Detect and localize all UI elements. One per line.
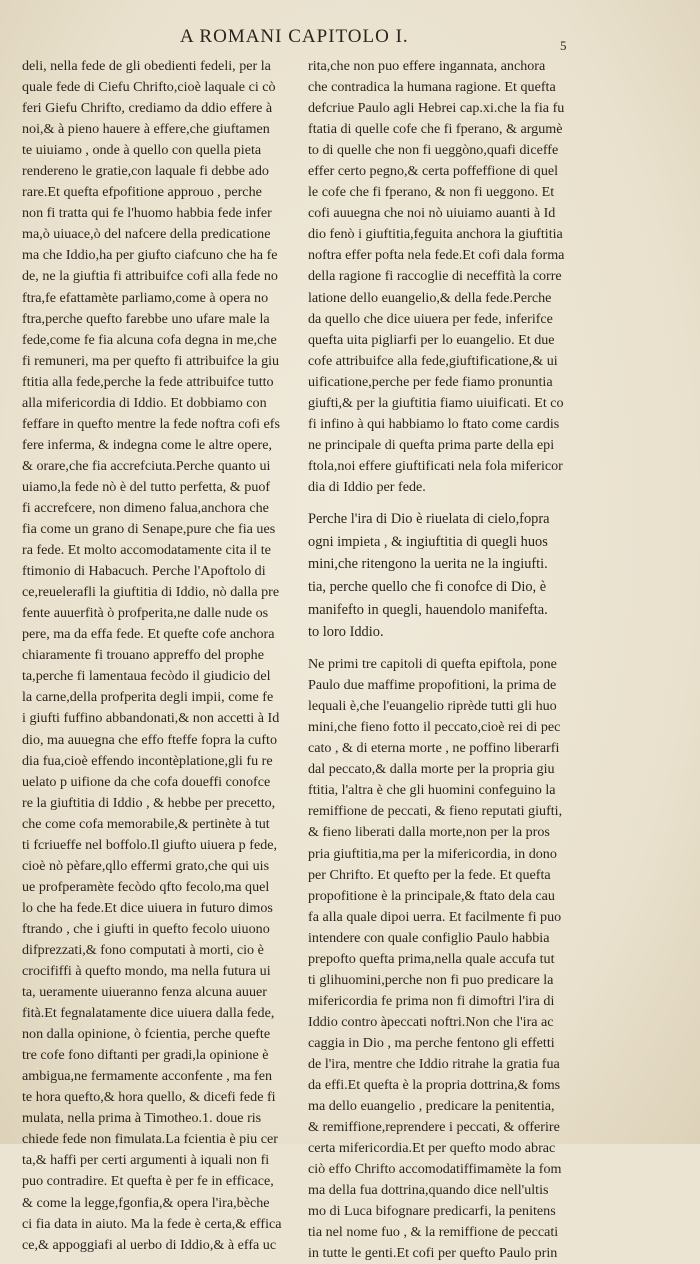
text-line: non fi tratta qui fe l'huomo habbia fede infer bbox=[22, 205, 272, 222]
text-line: ftitia alla fede,perche la fede attribuifce tutto bbox=[22, 373, 274, 390]
text-line: ra fede. Et molto accomodatamente cita il te bbox=[22, 542, 271, 559]
text-line: pria giuftitia,ma per la mifericordia, in dono bbox=[308, 845, 557, 862]
text-line: la carne,della profperita degli impii, come fe bbox=[22, 689, 274, 706]
text-line: dal peccato,& dalla morte per la propria giu bbox=[308, 761, 555, 778]
text-line: ue profperamète fecòdo qfto fecolo,ma quel bbox=[22, 878, 270, 895]
text-line: fi remuneri, ma per quefto fi attribuifce la giu bbox=[22, 352, 280, 369]
text-line: re la giuftitia di Iddio , & hebbe per precetto, bbox=[22, 794, 276, 811]
text-line: defcriue Paulo agli Hebrei cap.xi.che la fia fu bbox=[308, 100, 565, 117]
text-line: ciò effo Chrifto accomodatiffimamète la fom bbox=[308, 1161, 562, 1178]
text-line: fede,come fe fia alcuna cofa degna in me,che bbox=[22, 331, 277, 348]
text-line: deli, nella fede de gli obedienti fedeli, per la bbox=[22, 58, 271, 74]
text-line: fi infino à qui habbiamo lo ftato come cardis bbox=[308, 415, 560, 432]
text-line: remiffione de peccati, & fieno reputati giufti, bbox=[308, 803, 563, 820]
text-line: ti glihuomini,perche non fi puo predicare la bbox=[308, 971, 554, 988]
text-line: tia nel nome fuo , & la remiffione de peccati bbox=[308, 1224, 559, 1241]
page-number: 5 bbox=[560, 38, 567, 53]
text-line: Iddio contro àpeccati noftri.Non che l'ira ac bbox=[308, 1013, 554, 1030]
text-line: noftra effer pofta nela fede.Et cofi dala forma bbox=[308, 247, 565, 264]
text-line: dia fua,cioè effendo incontèplatione,gli fu re bbox=[22, 752, 273, 769]
scripture-line: ogni impieta , & ingiuftitia di quegli huos bbox=[308, 533, 548, 550]
text-line: le cofe che fi fperano, & non fi ueggono. Et bbox=[308, 184, 555, 201]
text-line: ce,reuelerafli la giuftitia di Iddio, nò dalla pre bbox=[22, 584, 280, 601]
text-line: certa mifericordia.Et per quefto modo abrac bbox=[308, 1140, 556, 1157]
text-line: i giufti fuffino abbandonati,& non accetti à Id bbox=[22, 710, 280, 727]
text-line: fente auuerfità ò profperita,ne dalle nude os bbox=[22, 605, 269, 622]
text-line: da effi.Et quefta è la propria dottrina,& foms bbox=[308, 1077, 561, 1094]
right-column bbox=[308, 56, 594, 1264]
text-line: che contradica la humana ragione. Et quefta bbox=[308, 79, 556, 96]
text-line: te hora quefto,& hora quello, & dicefi fede fi bbox=[22, 1089, 276, 1106]
text-line: latione dello euangelio,& della fede.Perche bbox=[308, 289, 552, 306]
text-line: giufti,& per la giuftitia fiamo uiuificati. Et co bbox=[308, 394, 564, 411]
text-line: noi,& à pieno hauere à effere,che giuftamen bbox=[22, 121, 270, 138]
text-line: caggia in Dio , ma perche fentono gli effetti bbox=[308, 1034, 555, 1051]
scripture-line: manifefto in quegli, hauendolo manifefta. bbox=[308, 601, 548, 618]
scripture-line: Perche l'ira di Dio è riuelata di cielo,fopra bbox=[308, 510, 550, 527]
text-line: crocififfi à quefto mondo, ma nella futura ui bbox=[22, 963, 271, 980]
text-line: ci fia data in aiuto. Ma la fede è certa,& effica bbox=[22, 1215, 282, 1232]
text-line: rare.Et quefta efpofitione approuo , perche bbox=[22, 184, 262, 201]
text-line: quale fede di Ciefu Chrifto,cioè laquale ci cò bbox=[22, 79, 276, 96]
text-line: prepofto quefta prima,nella quale accufa tut bbox=[308, 950, 555, 967]
text-line: ftra,fe efattamète parliamo,come à opera no bbox=[22, 289, 269, 306]
text-line: mulata, nella prima à Timotheo.1. doue ris bbox=[22, 1110, 262, 1127]
text-line: feri Giefu Chrifto, crediamo da ddio effere à bbox=[22, 100, 273, 117]
text-line: non dalla opinione, ò fcientia, perche quefte bbox=[22, 1026, 271, 1043]
text-line: propofitione è la principale,& ftato dela cau bbox=[308, 887, 555, 904]
commentary-block-bottom bbox=[308, 654, 594, 1264]
text-line: difprezzati,& fono computati à morti, cio è bbox=[22, 941, 264, 958]
text-line: ti fcriueffe nel boffolo.Il giufto uiuera p fede, bbox=[22, 836, 278, 853]
text-line: ftimonio di Habacuch. Perche l'Apoftolo di bbox=[22, 563, 266, 580]
running-title: A ROMANI CAPITOLO I. bbox=[180, 26, 409, 47]
text-line: ne principale di quefta prima parte della epi bbox=[308, 436, 555, 453]
text-line: tre cofe fono diftanti per gradi,la opinione è bbox=[22, 1047, 269, 1064]
text-line: dio fenò i giuftitia,feguita anchora la giuftitia bbox=[308, 226, 563, 243]
text-line: cofe attribuifce alla fede,giuftificatione,& ui bbox=[308, 352, 558, 369]
left-column bbox=[22, 56, 297, 1256]
text-line: chiede fede non fimulata.La fcientia è piu cer bbox=[22, 1131, 278, 1148]
text-line: & come la legge,fgonfia,& opera l'ira,bèche bbox=[22, 1194, 270, 1211]
text-line: rita,che non puo effere ingannata, anchora bbox=[308, 58, 546, 74]
text-line: ce,& appoggiafi al uerbo di Iddio,& à effa uc bbox=[22, 1236, 277, 1253]
text-line: mifericordia fe prima non fi dimoftri l'ira di bbox=[308, 992, 555, 1009]
scripture-line: mini,che ritengono la uerita ne la ingiufti. bbox=[308, 556, 548, 573]
text-line: dia di Iddio per fede. bbox=[308, 478, 426, 495]
text-line: rendereno le gratie,con laquale fi debbe ado bbox=[22, 163, 269, 180]
text-line: lequali è,che l'euangelio riprède tutti gli huo bbox=[308, 698, 557, 715]
text-line: chiaramente fi trouano appreffo del prophe bbox=[22, 647, 264, 664]
scripture-line: to loro Iddio. bbox=[308, 624, 384, 641]
text-line: intendere con quale configlio Paulo habbia bbox=[308, 929, 550, 946]
text-line: ta,perche fi lamentaua fecòdo il giudicio del bbox=[22, 668, 271, 685]
text-line: ftra,perche quefto farebbe uno ufare male la bbox=[22, 310, 270, 327]
text-line: da quello che dice uiuera per fede, inferifce bbox=[308, 310, 553, 327]
text-line: & orare,che fia accrefciuta.Perche quanto ui bbox=[22, 457, 271, 474]
text-line: to di quelle che non fi ueggòno,quafi diceffe bbox=[308, 142, 559, 159]
text-line: quefta uita pigliarfi per lo euangelio. Et due bbox=[308, 331, 555, 348]
text-line: lo che ha fede.Et dice uiuera in futuro dimos bbox=[22, 899, 273, 916]
text-line: puo contradire. Et quefta è per fe in efficace, bbox=[22, 1173, 274, 1190]
text-line: uiamo,la fede nò è del tutto perfetta, & puof bbox=[22, 478, 271, 495]
scripture-passage bbox=[308, 508, 594, 644]
text-line: fia come un grano di Senape,pure che fia ues bbox=[22, 521, 276, 538]
text-line: cofi auuegna che noi nò uiuiamo auanti à Id bbox=[308, 205, 556, 222]
text-line: & fieno liberati dalla morte,non per la pros bbox=[308, 824, 550, 841]
text-line: pere, ma da effa fede. Et quefte cofe anchora bbox=[22, 626, 275, 643]
text-line: ta,& haffi per certi argumenti à iquali non fi bbox=[22, 1152, 270, 1169]
text-line: ma dello euangelio , predicare la penitentia, bbox=[308, 1098, 555, 1115]
text-line: de l'ira, mentre che Iddio ritrahe la gratia fua bbox=[308, 1056, 560, 1072]
text-line: dio, ma auuegna che effo fteffe fopra la cufto bbox=[22, 731, 278, 748]
text-line: fere inferma, & indegna come le altre opere, bbox=[22, 436, 273, 453]
text-line: in tutte le genti.Et cofi per quefto Paulo prin bbox=[308, 1245, 558, 1262]
text-line: effer certo pegno,& certa poffeffione di quel bbox=[308, 163, 559, 180]
text-line: fità.Et fegnalatamente dice uiuera dalla fede, bbox=[22, 1005, 275, 1022]
text-line: per Chrifto. Et quefto per la fede. Et quefta bbox=[308, 866, 551, 883]
text-line: uelato p uifione da che cofa doueffi conofce bbox=[22, 773, 271, 790]
text-line: Paulo due maffime propofitioni, la prima de bbox=[308, 677, 557, 694]
text-line: Ne primi tre capitoli di quefta epiftola, pone bbox=[308, 656, 557, 673]
text-line: ftitia, l'altra è che gli huomini confeguino la bbox=[308, 782, 556, 799]
text-line: cioè nò pèfare,qllo effermi grato,che qui uis bbox=[22, 857, 270, 874]
text-line: de, ne la giuftia fi attribuifce cofi alla fede no bbox=[22, 268, 278, 285]
text-line: mo di Luca bifognare predicarfi, la penitens bbox=[308, 1203, 556, 1220]
text-line: ma della fua dottrina,quando dice nell'ultis bbox=[308, 1182, 549, 1199]
text-line: ma,ò uiuace,ò del nafcere della predicatione bbox=[22, 226, 271, 243]
text-line: della ragione fi raccoglie di neceffità la corre bbox=[308, 268, 562, 285]
text-line: mini,che fieno fotto il peccato,cioè rei di pec bbox=[308, 719, 561, 736]
text-line: alla mifericordia di Iddio. Et dobbiamo con bbox=[22, 394, 267, 411]
scripture-line: tia, perche quello che fi conofce di Dio, è bbox=[308, 579, 547, 596]
text-line: & remiffione,reprendere i peccati, & offerire bbox=[308, 1119, 560, 1136]
text-line: ambigua,ne fermamente acconfente , ma fen bbox=[22, 1068, 273, 1085]
text-line: ftatia di quelle cofe che fi fperano, & argumè bbox=[308, 121, 563, 138]
text-line: fa alla quale dipoi uerra. Et facilmente fi puo bbox=[308, 908, 562, 925]
text-line: ftrando , che i giufti in quefto fecolo uiuono bbox=[22, 920, 270, 937]
text-line: ftola,noi effere giuftificati nela fola mifericor bbox=[308, 457, 563, 474]
text-line: feffare in quefto mentre la fede noftra cofi efs bbox=[22, 415, 280, 432]
commentary-block-top bbox=[308, 56, 594, 498]
text-line: fi accrefcere, non dimeno falua,anchora che bbox=[22, 499, 269, 516]
text-line: che come cofa memorabile,& pertinète à tut bbox=[22, 815, 270, 832]
text-line: te uiuiamo , onde à quello con quella pieta bbox=[22, 142, 262, 159]
text-line: uificatione,perche per fede fiamo pronuntia bbox=[308, 373, 553, 390]
text-line: cato , & di eterna morte , ne poffino liberarfi bbox=[308, 740, 560, 757]
text-line: ta, ueramente uiueranno fenza alcuna auuer bbox=[22, 984, 267, 1001]
text-line: ma che Iddio,ha per giufto ciafcuno che ha fe bbox=[22, 247, 278, 264]
